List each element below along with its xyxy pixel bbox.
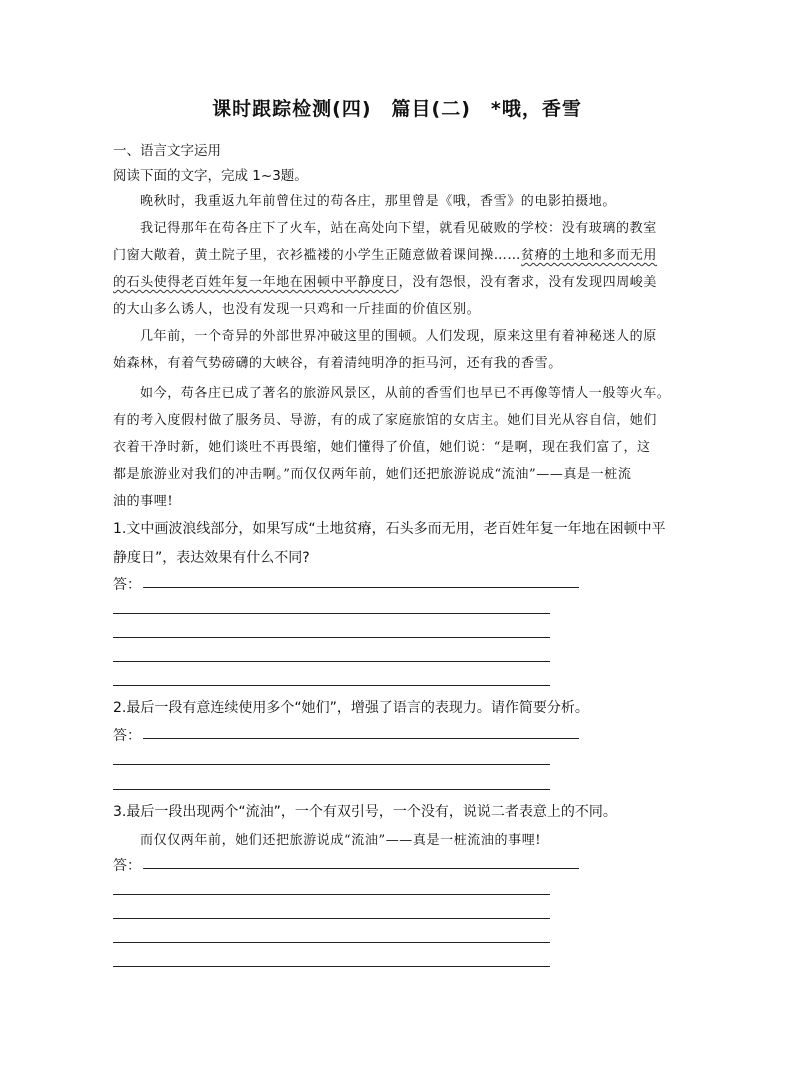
- answer-line[interactable]: [143, 868, 579, 869]
- wavy-underlined-text: 的石头使得老百姓年复一年地在困顿中平静度日: [113, 275, 399, 290]
- passage-line: 都是旅游业对我们的冲击啊。”而仅仅两年前，她们还把旅游说成“流油”——真是一桩流: [113, 467, 632, 482]
- wavy-underlined-text: 贫瘠的土地和多而无用: [521, 248, 658, 263]
- passage-line: 如今，苟各庄已成了著名的旅游风景区，从前的香雪们也早已不再像等情人一般等火车。: [140, 386, 671, 401]
- answer-line[interactable]: [113, 613, 550, 614]
- passage-line: 我记得那年在苟各庄下了火车，站在高处向下望，就看见破败的学校：没有玻璃的教室: [140, 221, 657, 236]
- answer-line[interactable]: [113, 966, 550, 967]
- passage-line: 油的事哩!: [113, 494, 174, 509]
- answer-line[interactable]: [113, 637, 550, 638]
- question-3-quote: 而仅仅两年前，她们还把旅游说成“流油”——真是一桩流油的事哩!: [140, 833, 542, 848]
- answer-line[interactable]: [113, 894, 550, 895]
- answer-line[interactable]: [113, 661, 550, 662]
- answer-line[interactable]: [113, 789, 550, 790]
- instruction: 阅读下面的文字，完成 1~3题。: [113, 168, 308, 184]
- passage-text: ，没有怨恨，没有奢求，没有发现四周峻美: [398, 275, 658, 290]
- answer-line[interactable]: [113, 918, 550, 919]
- answer-label: 答：: [113, 728, 141, 744]
- answer-line[interactable]: [113, 685, 550, 686]
- passage-line: [113, 244, 657, 263]
- question-2: 2.最后一段有意连续使用多个“她们”，增强了语言的表现力。请作简要分析。: [113, 700, 589, 716]
- passage-line: 有的考入度假村做了服务员、导游，有的成了家庭旅馆的女店主。她们目光从容自信，她们: [113, 413, 658, 428]
- answer-line[interactable]: [113, 942, 550, 943]
- question-1: 1.文中画波浪线部分，如果写成“土地贫瘠，石头多而无用，老百姓年复一年地在困顿中平: [113, 521, 666, 537]
- passage-line: 的大山多么诱人，也没有发现一只鸡和一斤挂面的价值区别。: [113, 302, 481, 317]
- answer-label: 答：: [113, 858, 141, 874]
- page-title: 课时跟踪检测(四) 篇目(二) *哦，香雪: [212, 98, 582, 120]
- answer-label: 答：: [113, 577, 141, 593]
- question-1-continued: 静度日”，表达效果有什么不同?: [113, 550, 310, 566]
- answer-line[interactable]: [143, 587, 579, 588]
- passage-text: 门窗大敞着，黄土院子里，衣衫褴褛的小学生正随意做着课间操……: [113, 248, 522, 263]
- question-3: 3.最后一段出现两个“流油”，一个有双引号，一个没有，说说二者表意上的不同。: [113, 804, 617, 820]
- section-heading: 一、语言文字运用: [113, 143, 221, 159]
- answer-line[interactable]: [143, 738, 579, 739]
- passage-line: 晚秋时，我重返九年前曾住过的苟各庄，那里曾是《哦，香雪》的电影拍摄地。: [140, 194, 617, 209]
- passage-line: 始森林，有着气势磅礴的大峡谷，有着清纯明净的拒马河，还有我的香雪。: [113, 356, 562, 371]
- passage-line: [113, 271, 657, 290]
- passage-line: 衣着干净时新，她们谈吐不再畏缩，她们懂得了价值，她们说：“是啊，现在我们富了，这: [113, 440, 651, 455]
- answer-line[interactable]: [113, 764, 550, 765]
- passage-line: 几年前，一个奇异的外部世界冲破这里的围顿。人们发现，原来这里有着神秘迷人的原: [140, 329, 657, 344]
